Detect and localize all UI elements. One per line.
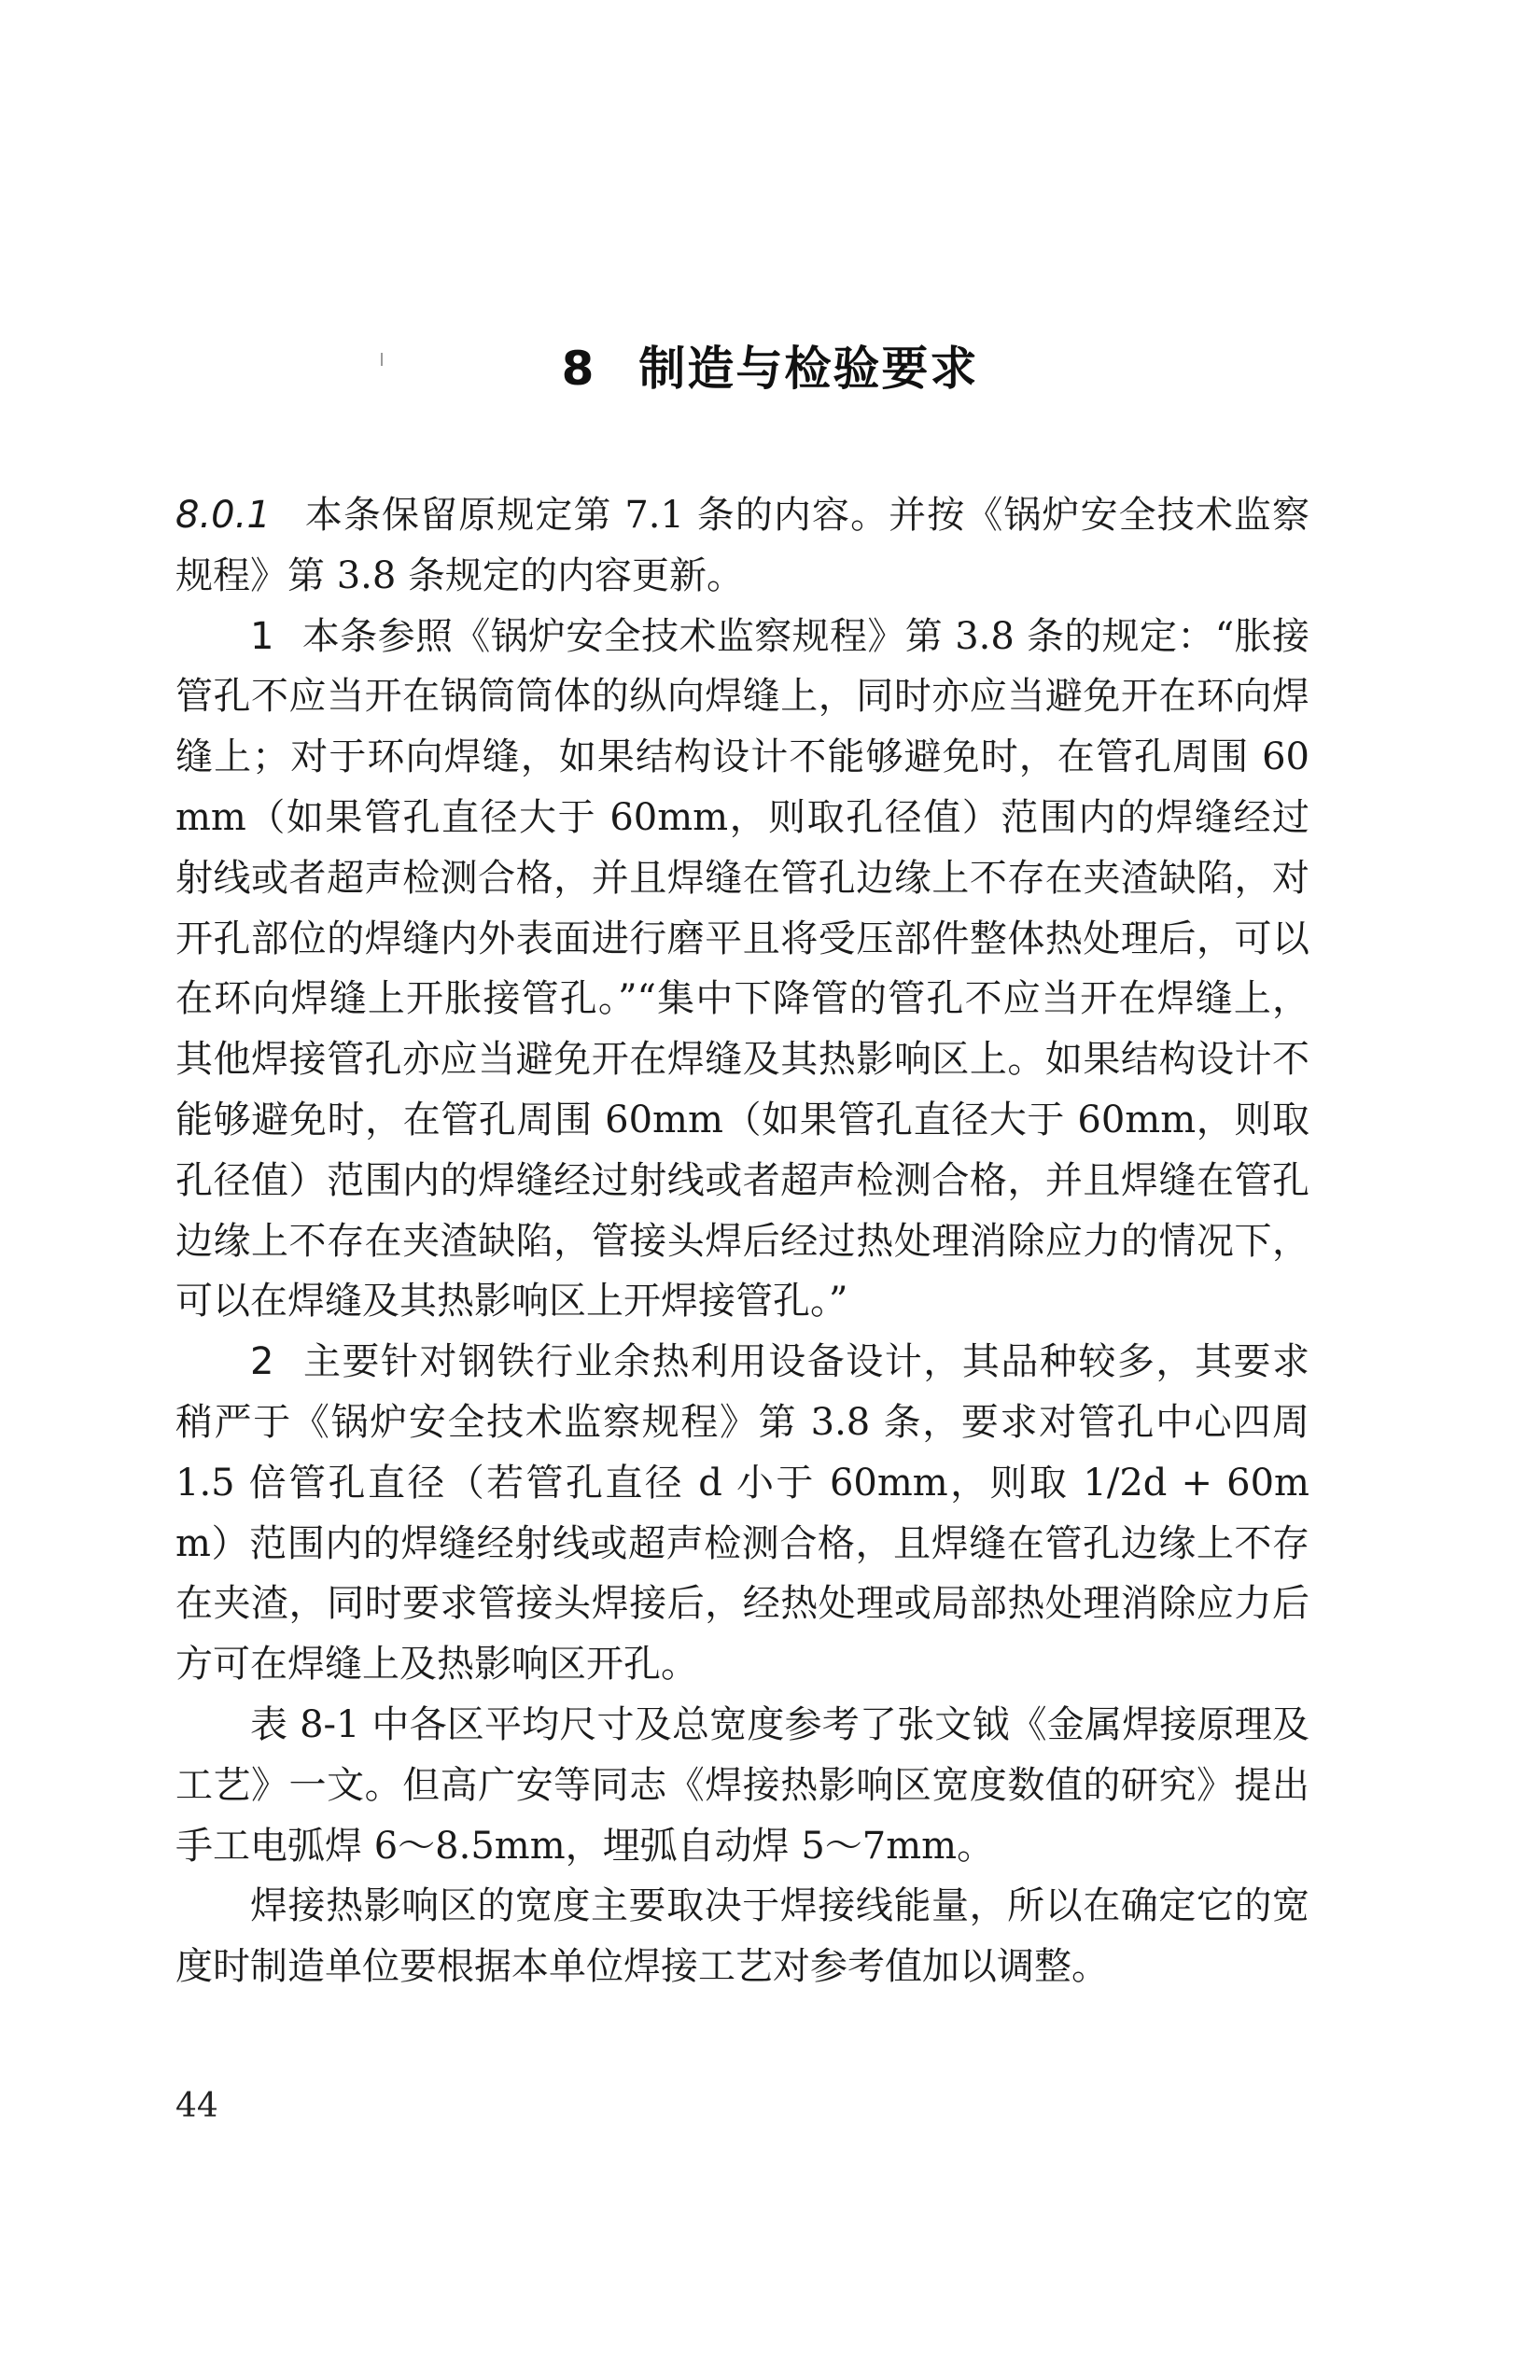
- item-number: 1: [250, 614, 274, 658]
- clause-text: 本条保留原规定第 7.1 条的内容。并按《锅炉安全技术监察规程》第 3.8 条规定的内容更新。: [175, 494, 1309, 597]
- clause-paragraph: [175, 485, 1309, 607]
- item-text: 本条参照《锅炉安全技术监察规程》第 3.8 条的规定：“胀接管孔不应当开在锅筒筒体的纵向焊缝上，同时亦应当避免开在环向焊缝上；对于环向焊缝，如果结构设计不能够避免时，在管孔周围 60mm（如果管孔直径大于 60mm，则取孔径值）范围内的焊缝经过射线或者超声检测合格，并且焊缝在管孔边缘上不存在夹渣缺陷，对开孔部位的焊缝内外表面进行磨平且将受压部件整体热处理后，可以在环向焊缝上开胀接管孔。”“集中下降管的管孔不应当开在焊缝上，其他焊接管孔亦应当避免开在焊缝及其热影响区上。如果结构设计不能够避免时，在管孔周围 60mm（如果管孔直径大于 60mm，则取孔径值）范围内的焊缝经过射线或者超声检测合格，并且焊缝在管孔边缘上不存在夹渣缺陷，管接头焊后经过热处理消除应力的情况下，可以在焊缝及其热影响区上开焊接管孔。”: [175, 614, 1309, 1323]
- body-text: [175, 485, 1309, 1997]
- chapter-title: [0, 331, 1540, 399]
- body-paragraph: 焊接热影响区的宽度主要取决于焊接线能量，所以在确定它的宽度时制造单位要根据本单位焊接工艺对参考值加以调整。: [175, 1884, 1309, 1989]
- chapter-title-text: 制造与检验要求: [638, 342, 979, 396]
- clause-number: 8.0.1: [175, 494, 271, 537]
- page-number: 44: [175, 2087, 218, 2125]
- item-text: 主要针对钢铁行业余热利用设备设计，其品种较多，其要求稍严于《锅炉安全技术监察规程》第 3.8 条，要求对管孔中心四周 1.5 倍管孔直径（若管孔直径 d 小于 60mm，则取 1/2d + 60mm）范围内的焊缝经射线或超声检测合格，且焊缝在管孔边缘上不存在夹渣，同时要求管接头焊接后，经热处理或局部热处理消除应力后方可在焊缝上及热影响区开孔。: [175, 1340, 1309, 1687]
- item-number: 2: [250, 1340, 274, 1384]
- list-item: [175, 607, 1309, 1333]
- chapter-number: 8: [561, 342, 596, 396]
- body-paragraph: 表 8-1 中各区平均尺寸及总宽度参考了张文钺《金属焊接原理及工艺》一文。但高广安等同志《焊接热影响区宽度数值的研究》提出手工电弧焊 6～8.5mm，埋弧自动焊 5～7mm。: [175, 1702, 1309, 1868]
- list-item: [175, 1332, 1309, 1695]
